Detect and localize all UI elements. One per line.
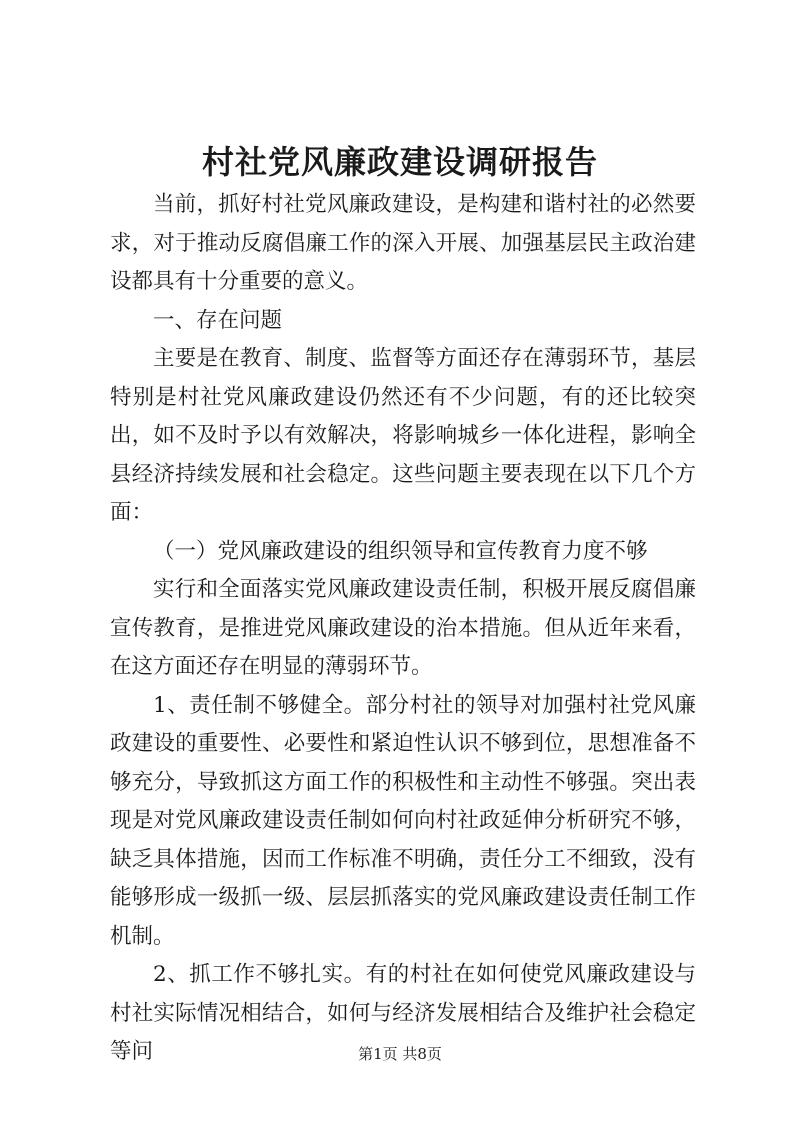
subsection-heading-1: （一）党风廉政建设的组织领导和宣传教育力度不够 — [153, 538, 648, 564]
document-body — [110, 186, 696, 1072]
page-number-footer: 第1页 共8页 — [358, 1045, 442, 1063]
paragraph-point-1: 1、责任制不够健全。部分村社的领导对加强村社党风廉政建设的重要性、必要性和紧迫性认识不够到位，思想准备不够充分，导致抓这方面工作的积极性和主动性不够强。突出表现是对党风廉政建设责任制如何向村社政延伸分析研究不够，缺乏具体措施，因而工作标准不明确，责任分工不细致，没有能够形成一级抓一级、层层抓落实的党风廉政建设责任制工作机制。 — [110, 692, 696, 949]
paragraph-point-2: 2、抓工作不够扎实。有的村社在如何使党风廉政建设与村社实际情况相结合，如何与经济发展相结合及维护社会稳定等问 — [110, 962, 696, 1064]
paragraph-intro: 当前，抓好村社党风廉政建设，是构建和谐村社的必然要求，对于推动反腐倡廉工作的深入开展、加强基层民主政治建设都具有十分重要的意义。 — [110, 192, 696, 294]
paragraph-problems-summary: 主要是在教育、制度、监督等方面还存在薄弱环节，基层特别是村社党风廉政建设仍然还有不少问题，有的还比较突出，如不及时予以有效解决，将影响城乡一体化进程，影响全县经济持续发展和社会稳定。这些问题主要表现在以下几个方面： — [110, 346, 696, 525]
paragraph-responsibility-system: 实行和全面落实党风廉政建设责任制，积极开展反腐倡廉宣传教育，是推进党风廉政建设的治本措施。但从近年来看，在这方面还存在明显的薄弱环节。 — [110, 577, 696, 679]
section-heading-problems: 一、存在问题 — [153, 307, 283, 333]
document-title: 村社党风廉政建设调研报告 — [201, 143, 598, 181]
